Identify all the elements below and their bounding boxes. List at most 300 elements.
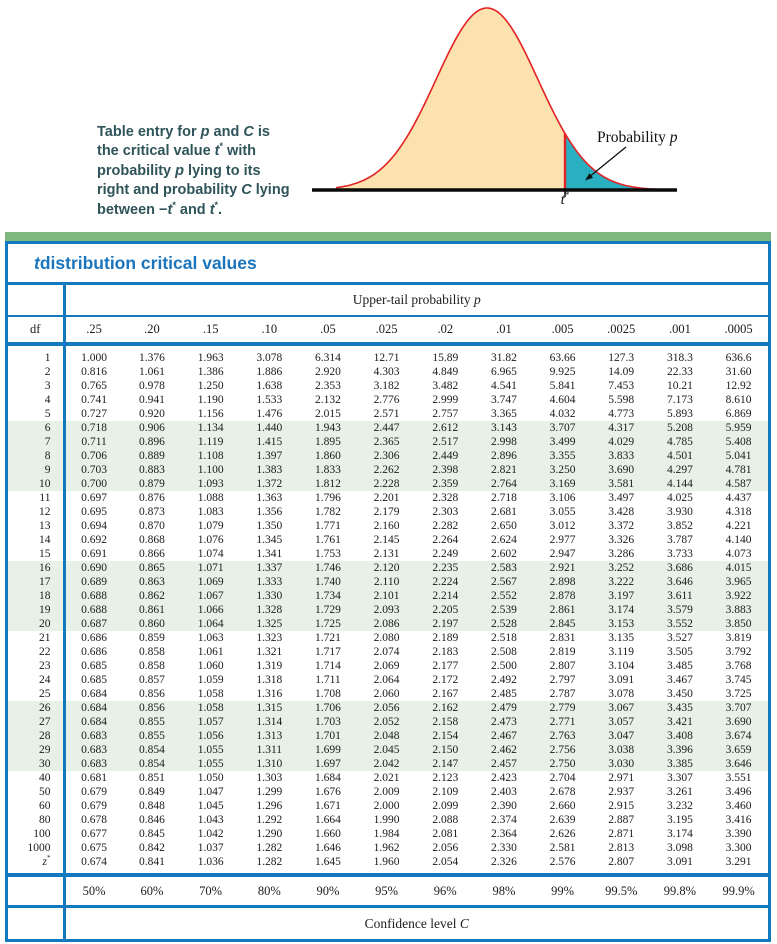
confidence-value-cell: 95% xyxy=(357,875,416,907)
t-value-cell: 1.984 xyxy=(373,828,400,840)
t-value-cell: 3.527 xyxy=(666,632,693,644)
t-value-cell: 1.067 xyxy=(181,589,240,603)
t-value-cell: 1.440 xyxy=(240,421,299,435)
t-value-cell: 2.567 xyxy=(475,575,534,589)
t-value-cell: 0.691 xyxy=(81,548,108,560)
t-value-cell: 2.109 xyxy=(432,786,459,798)
df-cell: 2 xyxy=(8,365,64,379)
t-value-cell: 2.060 xyxy=(373,688,400,700)
t-value-cell: 0.683 xyxy=(64,729,123,743)
table-row xyxy=(8,491,768,505)
t-value-cell: 1.703 xyxy=(299,715,358,729)
df-cell: 30 xyxy=(8,757,64,771)
t-value-cell: 3.725 xyxy=(725,688,752,700)
t-value-cell: 3.787 xyxy=(666,534,693,546)
t-critical-values-table xyxy=(8,285,768,939)
t-value-cell: 2.158 xyxy=(416,715,475,729)
t-value-cell: 1.383 xyxy=(240,463,299,477)
t-value-cell: 1.708 xyxy=(315,688,341,700)
t-value-cell: 0.865 xyxy=(123,561,182,575)
t-value-cell: 2.177 xyxy=(432,660,459,672)
t-value-cell: 10.21 xyxy=(666,380,693,392)
t-value-cell: 1.645 xyxy=(315,856,341,868)
t-value-cell: 3.922 xyxy=(709,589,768,603)
t-value-cell: 3.182 xyxy=(373,380,400,392)
t-value-cell: 4.025 xyxy=(666,492,693,504)
confidence-value-cell: 90% xyxy=(299,875,358,907)
table-row xyxy=(8,757,768,771)
t-value-cell: 63.66 xyxy=(549,352,576,364)
t-value-cell: 2.048 xyxy=(357,729,416,743)
t-value-cell: 1.290 xyxy=(256,828,283,840)
t-value-cell: 1.083 xyxy=(197,506,224,518)
t-value-cell: 1.055 xyxy=(181,757,240,771)
t-value-cell: 3.091 xyxy=(608,674,635,686)
t-value-cell: 2.977 xyxy=(549,534,576,546)
t-value-cell: 3.747 xyxy=(490,394,517,406)
t-value-cell: 1.071 xyxy=(181,561,240,575)
df-cell: 1000 xyxy=(8,841,64,855)
t-value-cell: 1.701 xyxy=(299,729,358,743)
t-value-cell: 1.860 xyxy=(299,449,358,463)
table-row xyxy=(8,813,768,827)
t-value-cell: 2.359 xyxy=(416,477,475,491)
t-value-cell: 3.733 xyxy=(666,548,693,560)
t-value-cell: 3.428 xyxy=(608,506,635,518)
t-value-cell: 2.485 xyxy=(490,688,517,700)
t-value-cell: 0.765 xyxy=(81,380,108,392)
t-value-cell: 0.856 xyxy=(123,701,182,715)
t-value-cell: 0.883 xyxy=(123,463,182,477)
confidence-value-cell: 80% xyxy=(240,875,299,907)
t-table-body xyxy=(8,344,768,875)
t-value-cell: 2.920 xyxy=(315,366,341,378)
t-value-cell: 2.887 xyxy=(608,814,635,826)
t-value-cell: 1.058 xyxy=(197,688,224,700)
t-value-cell: 1.684 xyxy=(315,772,341,784)
t-value-cell: 2.473 xyxy=(475,715,534,729)
t-value-cell: 4.604 xyxy=(549,394,576,406)
t-value-cell: 3.792 xyxy=(725,646,752,658)
table-row xyxy=(8,547,768,561)
df-cell: 29 xyxy=(8,743,64,757)
t-value-cell: 0.859 xyxy=(139,632,165,644)
t-value-cell: 1.069 xyxy=(181,575,240,589)
t-value-cell: 0.683 xyxy=(64,743,123,757)
t-value-cell: 1.100 xyxy=(181,463,240,477)
table-row xyxy=(8,841,768,855)
confidence-label-spacer xyxy=(8,907,64,940)
table-row xyxy=(8,407,768,421)
t-value-cell: 3.055 xyxy=(549,506,576,518)
t-value-cell: 5.041 xyxy=(709,449,768,463)
p-label-cell: .001 xyxy=(651,316,710,344)
t-value-cell: 0.688 xyxy=(64,589,123,603)
table-title: t distribution critical values xyxy=(8,244,768,285)
t-value-cell: 2.921 xyxy=(533,561,592,575)
t-value-cell: 0.675 xyxy=(81,842,108,854)
t-value-cell: 0.681 xyxy=(81,772,108,784)
t-value-cell: 1.299 xyxy=(256,786,283,798)
t-value-cell: 12.71 xyxy=(373,352,400,364)
p-labels-row xyxy=(8,316,768,344)
t-value-cell: 1.711 xyxy=(315,674,341,686)
t-value-cell: 1.734 xyxy=(299,589,358,603)
t-value-cell: 2.374 xyxy=(490,814,517,826)
t-value-cell: 3.047 xyxy=(592,729,651,743)
t-value-cell: 1.717 xyxy=(315,646,341,658)
t-value-cell: 2.871 xyxy=(608,828,635,840)
t-value-cell: 2.093 xyxy=(357,603,416,617)
t-value-cell: 1.108 xyxy=(181,449,240,463)
t-value-cell: 3.408 xyxy=(651,729,710,743)
table-row xyxy=(8,589,768,603)
table-row xyxy=(8,477,768,491)
t-value-cell: 3.930 xyxy=(666,506,693,518)
df-cell: 50 xyxy=(8,785,64,799)
t-value-cell: 2.624 xyxy=(490,534,517,546)
t-value-cell: 1.706 xyxy=(299,701,358,715)
t-value-cell: 4.032 xyxy=(549,408,576,420)
t-value-cell: 2.447 xyxy=(357,421,416,435)
t-value-cell: 2.201 xyxy=(373,492,400,504)
t-value-cell: 3.232 xyxy=(666,800,693,812)
t-value-cell: 1.318 xyxy=(256,674,283,686)
t-value-cell: 0.727 xyxy=(81,408,108,420)
t-value-cell: 3.579 xyxy=(651,603,710,617)
t-value-cell: 4.785 xyxy=(651,435,710,449)
df-header-spacer xyxy=(8,285,64,316)
t-value-cell: 2.457 xyxy=(475,757,534,771)
t-value-cell: 1.533 xyxy=(256,394,283,406)
t-value-cell: 3.499 xyxy=(533,435,592,449)
table-row xyxy=(8,617,768,631)
t-value-cell: 1.771 xyxy=(315,520,341,532)
t-value-cell: 1.250 xyxy=(197,380,224,392)
t-value-cell: 2.678 xyxy=(549,786,576,798)
t-value-cell: 1.886 xyxy=(256,366,283,378)
t-value-cell: 2.086 xyxy=(357,617,416,631)
t-value-cell: 2.042 xyxy=(357,757,416,771)
t-value-cell: 0.920 xyxy=(139,408,165,420)
t-value-cell: 2.660 xyxy=(549,800,576,812)
t-value-cell: 2.861 xyxy=(533,603,592,617)
t-value-cell: 1.341 xyxy=(256,548,283,560)
t-value-cell: 3.106 xyxy=(549,492,576,504)
t-value-cell: 2.326 xyxy=(490,856,517,868)
table-row xyxy=(8,421,768,435)
t-value-cell: 0.692 xyxy=(81,534,108,546)
t-value-cell: 1.323 xyxy=(256,632,283,644)
t-value-cell: 2.328 xyxy=(432,492,459,504)
t-value-cell: 0.718 xyxy=(64,421,123,435)
t-value-cell: 8.610 xyxy=(725,394,752,406)
table-row xyxy=(8,344,768,365)
t-value-cell: 1.753 xyxy=(315,548,341,560)
t-value-cell: 0.846 xyxy=(139,814,165,826)
t-value-cell: 2.831 xyxy=(549,632,576,644)
t-value-cell: 3.496 xyxy=(725,786,752,798)
t-value-cell: 1.833 xyxy=(299,463,358,477)
t-value-cell: 3.091 xyxy=(666,856,693,868)
t-value-cell: 0.889 xyxy=(123,449,182,463)
t-value-cell: 3.745 xyxy=(725,674,752,686)
table-row xyxy=(8,393,768,407)
t-value-cell: 2.583 xyxy=(475,561,534,575)
t-value-cell: 0.685 xyxy=(81,660,108,672)
t-value-cell: 5.893 xyxy=(666,408,693,420)
t-value-cell: 1.345 xyxy=(256,534,283,546)
t-value-cell: 3.372 xyxy=(608,520,635,532)
t-value-cell: 3.030 xyxy=(592,757,651,771)
t-value-cell: 1.190 xyxy=(197,394,224,406)
t-value-cell: 1.729 xyxy=(299,603,358,617)
t-value-cell: 0.711 xyxy=(64,435,123,449)
t-value-cell: 4.587 xyxy=(709,477,768,491)
t-value-cell: 15.89 xyxy=(432,352,459,364)
t-value-cell: 1.812 xyxy=(299,477,358,491)
t-value-cell: 1.671 xyxy=(315,800,341,812)
t-value-cell: 1.963 xyxy=(197,352,224,364)
t-value-cell: 1.037 xyxy=(197,842,224,854)
t-value-cell: 3.143 xyxy=(475,421,534,435)
t-value-cell: 0.876 xyxy=(139,492,165,504)
t-value-cell: 1.960 xyxy=(373,856,400,868)
t-value-cell: 5.408 xyxy=(709,435,768,449)
t-value-cell: 2.998 xyxy=(475,435,534,449)
t-value-cell: 2.467 xyxy=(475,729,534,743)
t-value-cell: 3.078 xyxy=(608,688,635,700)
t-value-cell: 1.303 xyxy=(256,772,283,784)
t-value-cell: 1.061 xyxy=(197,646,224,658)
t-value-cell: 2.224 xyxy=(416,575,475,589)
t-value-cell: 1.333 xyxy=(240,575,299,589)
t-value-cell: 2.056 xyxy=(357,701,416,715)
p-label-cell: .0005 xyxy=(709,316,768,344)
t-value-cell: 3.646 xyxy=(709,757,768,771)
t-value-cell: 2.750 xyxy=(533,757,592,771)
t-value-cell: 1.045 xyxy=(197,800,224,812)
t-value-cell: 0.978 xyxy=(139,380,165,392)
t-value-cell: 3.104 xyxy=(608,660,635,672)
t-value-cell: 3.690 xyxy=(709,715,768,729)
t-value-cell: 0.683 xyxy=(64,757,123,771)
t-value-cell: 0.855 xyxy=(123,729,182,743)
t-value-cell: 0.686 xyxy=(81,646,108,658)
t-value-cell: 1.060 xyxy=(197,660,224,672)
upper-tail-header-row xyxy=(8,285,768,316)
confidence-label-row xyxy=(8,907,768,940)
t-value-cell: 2.718 xyxy=(490,492,517,504)
confidence-value-cell: 99.9% xyxy=(709,875,768,907)
t-value-cell: 2.757 xyxy=(432,408,459,420)
t-value-cell: 2.045 xyxy=(357,743,416,757)
t-value-cell: 1.076 xyxy=(197,534,224,546)
t-value-cell: 3.833 xyxy=(592,449,651,463)
df-cell: 19 xyxy=(8,603,64,617)
t-value-cell: 4.541 xyxy=(490,380,517,392)
table-row xyxy=(8,673,768,687)
t-value-cell: 1.050 xyxy=(197,772,224,784)
t-value-cell: 2.052 xyxy=(357,715,416,729)
t-value-cell: 1.310 xyxy=(240,757,299,771)
confidence-value-cell: 50% xyxy=(64,875,123,907)
t-value-cell: 2.131 xyxy=(373,548,400,560)
t-value-cell: 1.330 xyxy=(240,589,299,603)
t-value-cell: 2.330 xyxy=(490,842,517,854)
t-value-cell: 2.069 xyxy=(373,660,400,672)
confidence-value-cell: 98% xyxy=(475,875,534,907)
t-value-cell: 1.761 xyxy=(315,534,341,546)
t-value-cell: 3.611 xyxy=(651,589,710,603)
t-value-cell: 5.598 xyxy=(608,394,635,406)
t-value-cell: 4.073 xyxy=(725,548,752,560)
df-cell: 24 xyxy=(8,673,64,687)
df-cell: 100 xyxy=(8,827,64,841)
confidence-row-spacer xyxy=(8,875,64,907)
t-value-cell: 636.6 xyxy=(725,352,752,364)
t-value-cell: 2.197 xyxy=(416,617,475,631)
t-value-cell: 3.119 xyxy=(608,646,634,658)
t-value-cell: 0.695 xyxy=(81,506,108,518)
t-value-cell: 2.353 xyxy=(315,380,341,392)
t-value-cell: 0.906 xyxy=(123,421,182,435)
t-value-cell: 1.314 xyxy=(240,715,299,729)
p-label-cell: .0025 xyxy=(592,316,651,344)
t-value-cell: 3.551 xyxy=(725,772,752,784)
t-value-cell: 1.313 xyxy=(240,729,299,743)
t-value-cell: 0.879 xyxy=(123,477,182,491)
probability-arrow-line xyxy=(591,147,626,176)
t-value-cell: 2.528 xyxy=(475,617,534,631)
t-value-cell: 0.816 xyxy=(81,366,108,378)
t-value-cell: 3.552 xyxy=(651,617,710,631)
t-value-cell: 1.796 xyxy=(315,492,341,504)
t-value-cell: 2.303 xyxy=(432,506,459,518)
t-value-cell: 2.771 xyxy=(533,715,592,729)
confidence-value-cell: 99.5% xyxy=(592,875,651,907)
t-value-cell: 2.423 xyxy=(490,772,517,784)
t-value-cell: 1.990 xyxy=(373,814,400,826)
t-value-cell: 4.221 xyxy=(725,520,752,532)
t-value-cell: 1.337 xyxy=(240,561,299,575)
table-row xyxy=(8,505,768,519)
p-label-cell: .15 xyxy=(181,316,240,344)
t-value-cell: 2.462 xyxy=(475,743,534,757)
t-value-cell: 1.699 xyxy=(299,743,358,757)
t-value-cell: 2.819 xyxy=(549,646,576,658)
df-cell: 9 xyxy=(8,463,64,477)
t-value-cell: 1.047 xyxy=(197,786,224,798)
table-row xyxy=(8,715,768,729)
t-value-cell: 2.123 xyxy=(432,772,459,784)
t-value-cell: 0.677 xyxy=(81,828,108,840)
t-value-cell: 1.646 xyxy=(315,842,341,854)
t-value-cell: 0.687 xyxy=(64,617,123,631)
t-value-cell: 0.684 xyxy=(64,701,123,715)
df-cell: 5 xyxy=(8,407,64,421)
t-value-cell: 2.398 xyxy=(416,463,475,477)
t-value-cell: 1.093 xyxy=(181,477,240,491)
t-value-cell: 3.252 xyxy=(592,561,651,575)
t-value-cell: 2.167 xyxy=(432,688,459,700)
t-value-cell: 1.057 xyxy=(181,715,240,729)
confidence-value-cell: 99.8% xyxy=(651,875,710,907)
table-row xyxy=(8,659,768,673)
t-value-cell: 2.099 xyxy=(432,800,459,812)
t-value-cell: 4.501 xyxy=(651,449,710,463)
t-value-cell: 1.055 xyxy=(181,743,240,757)
t-value-cell: 1.319 xyxy=(256,660,283,672)
t-value-cell: 14.09 xyxy=(608,366,635,378)
t-value-cell: 2.228 xyxy=(357,477,416,491)
t-value-cell: 3.646 xyxy=(651,575,710,589)
t-value-cell: 2.110 xyxy=(357,575,416,589)
t-value-cell: 4.849 xyxy=(432,366,459,378)
df-cell: 15 xyxy=(8,547,64,561)
t-value-cell: 2.205 xyxy=(416,603,475,617)
probability-p-label: Probability p xyxy=(597,129,678,146)
t-value-cell: 2.492 xyxy=(490,674,517,686)
t-value-cell: 3.197 xyxy=(592,589,651,603)
t-value-cell: 2.845 xyxy=(533,617,592,631)
df-cell: 27 xyxy=(8,715,64,729)
df-cell: 14 xyxy=(8,533,64,547)
t-value-cell: 3.390 xyxy=(725,828,752,840)
t-value-cell: 2.074 xyxy=(373,646,400,658)
p-label-cell: .02 xyxy=(416,316,475,344)
t-value-cell: 3.497 xyxy=(608,492,635,504)
t-value-cell: 1.292 xyxy=(256,814,283,826)
t-value-cell: 2.813 xyxy=(608,842,635,854)
t-value-cell: 2.517 xyxy=(416,435,475,449)
t-value-cell: 0.851 xyxy=(139,772,165,784)
green-accent-bar xyxy=(5,232,771,241)
t-value-cell: 0.860 xyxy=(123,617,182,631)
t-value-cell: 0.856 xyxy=(139,688,165,700)
t-value-cell: 3.250 xyxy=(533,463,592,477)
t-value-cell: 3.174 xyxy=(666,828,693,840)
p-label-cell: .10 xyxy=(240,316,299,344)
t-value-cell: 1.134 xyxy=(181,421,240,435)
t-value-cell: 2.878 xyxy=(533,589,592,603)
table-row xyxy=(8,645,768,659)
t-value-cell: 2.576 xyxy=(549,856,576,868)
t-value-cell: 3.291 xyxy=(725,856,752,868)
figure-caption: Table entry for p and C is the critical value t* with probability p lying to its right and probability C lying between −t* and t*. xyxy=(97,124,290,218)
t-value-cell: 1.386 xyxy=(197,366,224,378)
t-value-cell: 0.679 xyxy=(81,800,108,812)
t-value-cell: 1.066 xyxy=(181,603,240,617)
t-value-cell: 3.098 xyxy=(666,842,693,854)
t-value-cell: 1.376 xyxy=(139,352,165,364)
t-value-cell: 1.372 xyxy=(240,477,299,491)
t-value-cell: 3.286 xyxy=(608,548,635,560)
t-value-cell: 5.208 xyxy=(651,421,710,435)
table-row xyxy=(8,449,768,463)
t-value-cell: 2.154 xyxy=(416,729,475,743)
t-value-cell: 3.078 xyxy=(256,352,283,364)
t-distribution-figure xyxy=(0,0,777,232)
t-value-cell: 3.819 xyxy=(725,632,752,644)
t-value-cell: 1.282 xyxy=(256,842,283,854)
t-value-cell: 2.896 xyxy=(475,449,534,463)
table-row xyxy=(8,771,768,785)
t-value-cell: 2.132 xyxy=(315,394,341,406)
t-value-cell: 3.057 xyxy=(592,715,651,729)
t-value-cell: 2.571 xyxy=(373,408,400,420)
table-row xyxy=(8,379,768,393)
